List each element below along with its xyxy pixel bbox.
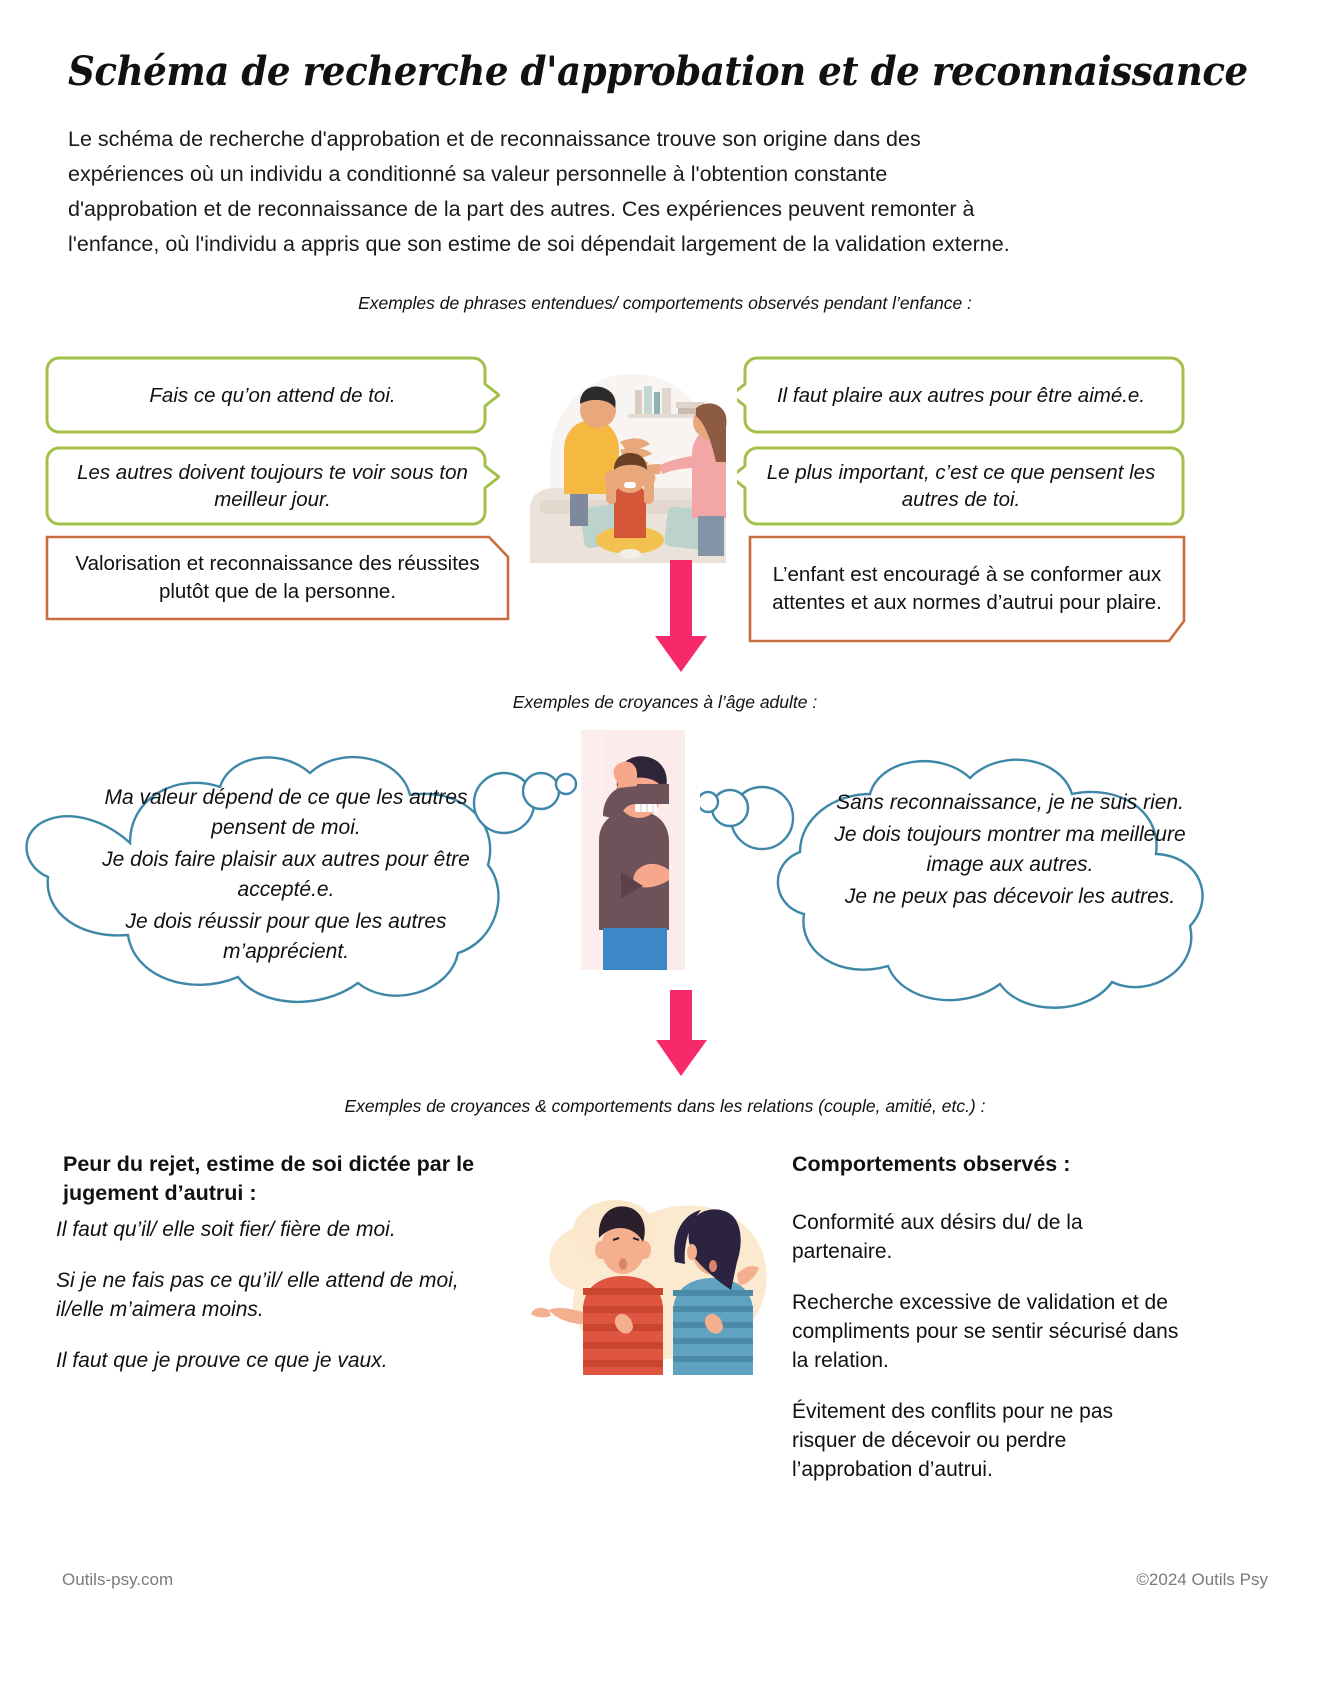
cloud-line: Je dois faire plaisir aux autres pour être accepté.e. <box>102 848 470 901</box>
list-item: Si je ne fais pas ce qu’il/ elle attend de moi, il/elle m’aimera moins. <box>56 1269 459 1321</box>
down-arrow-icon <box>610 560 720 680</box>
relations-right-items <box>792 1208 1182 1506</box>
footer-copyright: ©2024 Outils Psy <box>1136 1570 1268 1589</box>
relations-right-heading: Comportements observés : <box>792 1152 1071 1176</box>
list-item: Il faut qu’il/ elle soit fier/ fière de moi. <box>56 1218 396 1241</box>
intro-line: l'enfance, où l'individu a appris que son estime de soi dépendait largement de la validation externe. <box>68 232 1010 256</box>
bubble-text: Fais ce qu’on attend de toi. <box>149 383 396 407</box>
list-item: Recherche excessive de validation et de compliments pour se sentir sécurisé dans la relation. <box>792 1291 1179 1372</box>
intro-line: Le schéma de recherche d'approbation et de reconnaissance trouve son origine dans des <box>68 127 921 151</box>
cloud-line: Je ne peux pas décevoir les autres. <box>844 885 1176 908</box>
relations-left-items <box>56 1215 486 1397</box>
cloud-line: Sans reconnaissance, je ne suis rien. <box>836 791 1184 814</box>
relations-left-heading: Peur du rejet, estime de soi dictée par le jugement d’autrui : <box>63 1152 475 1205</box>
anxious-adult-illustration <box>573 730 693 970</box>
bubble-text: Le plus important, c’est ce que pensent les autres de toi. <box>766 461 1156 511</box>
page-title: Schéma de recherche d'approbation et de reconnaissance <box>68 48 1248 95</box>
footer-site-name: Outils-psy.com <box>62 1570 174 1589</box>
childhood-right-box <box>748 535 1186 643</box>
intro-line: expériences où un individu a conditionné sa valeur personnelle à l'obtention constante <box>68 162 888 186</box>
bubble-text: Les autres doivent toujours te voir sous ton meilleur jour. <box>77 461 468 511</box>
cloud-line: Ma valeur dépend de ce que les autres pensent de moi. <box>104 786 468 839</box>
list-item: Il faut que je prouve ce que je vaux. <box>56 1349 388 1372</box>
childhood-left-box <box>45 535 510 621</box>
childhood-left-bubble-1 <box>45 356 500 434</box>
childhood-right-bubble-2 <box>737 446 1185 526</box>
box-text: Valorisation et reconnaissance des réussites plutôt que de la personne. <box>75 552 480 603</box>
couple-illustration <box>523 1160 788 1375</box>
intro-paragraph <box>68 122 1168 262</box>
caption-childhood: Exemples de phrases entendues/ comportements observés pendant l’enfance : <box>358 293 972 313</box>
family-scolding-child-illustration <box>520 358 735 563</box>
childhood-right-bubble-1 <box>737 356 1185 434</box>
cloud-text <box>810 788 1210 914</box>
intro-line: d'approbation et de reconnaissance de la part des autres. Ces expériences peuvent remonter à <box>68 197 975 221</box>
list-item: Évitement des conflits pour ne pas risquer de décevoir ou perdre l’approbation d’autrui. <box>792 1400 1114 1481</box>
childhood-left-bubble-2 <box>45 446 500 526</box>
adult-right-thought-cloud <box>700 728 1300 1018</box>
down-arrow-icon <box>610 990 720 1080</box>
cloud-text <box>84 783 488 969</box>
list-item: Conformité aux désirs du/ de la partenaire. <box>792 1211 1083 1263</box>
bubble-text: Il faut plaire aux autres pour être aimé.e. <box>776 383 1146 407</box>
box-text: L’enfant est encouragé à se conformer aux attentes et aux normes d’autrui pour plaire. <box>772 563 1162 614</box>
cloud-line: Je dois réussir pour que les autres m’apprécient. <box>125 910 447 963</box>
adult-left-thought-cloud <box>10 725 590 1015</box>
cloud-line: Je dois toujours montrer ma meilleure image aux autres. <box>834 823 1186 876</box>
caption-adult: Exemples de croyances à l’âge adulte : <box>512 692 818 712</box>
caption-relations: Exemples de croyances & comportements dans les relations (couple, amitié, etc.) : <box>344 1096 986 1116</box>
